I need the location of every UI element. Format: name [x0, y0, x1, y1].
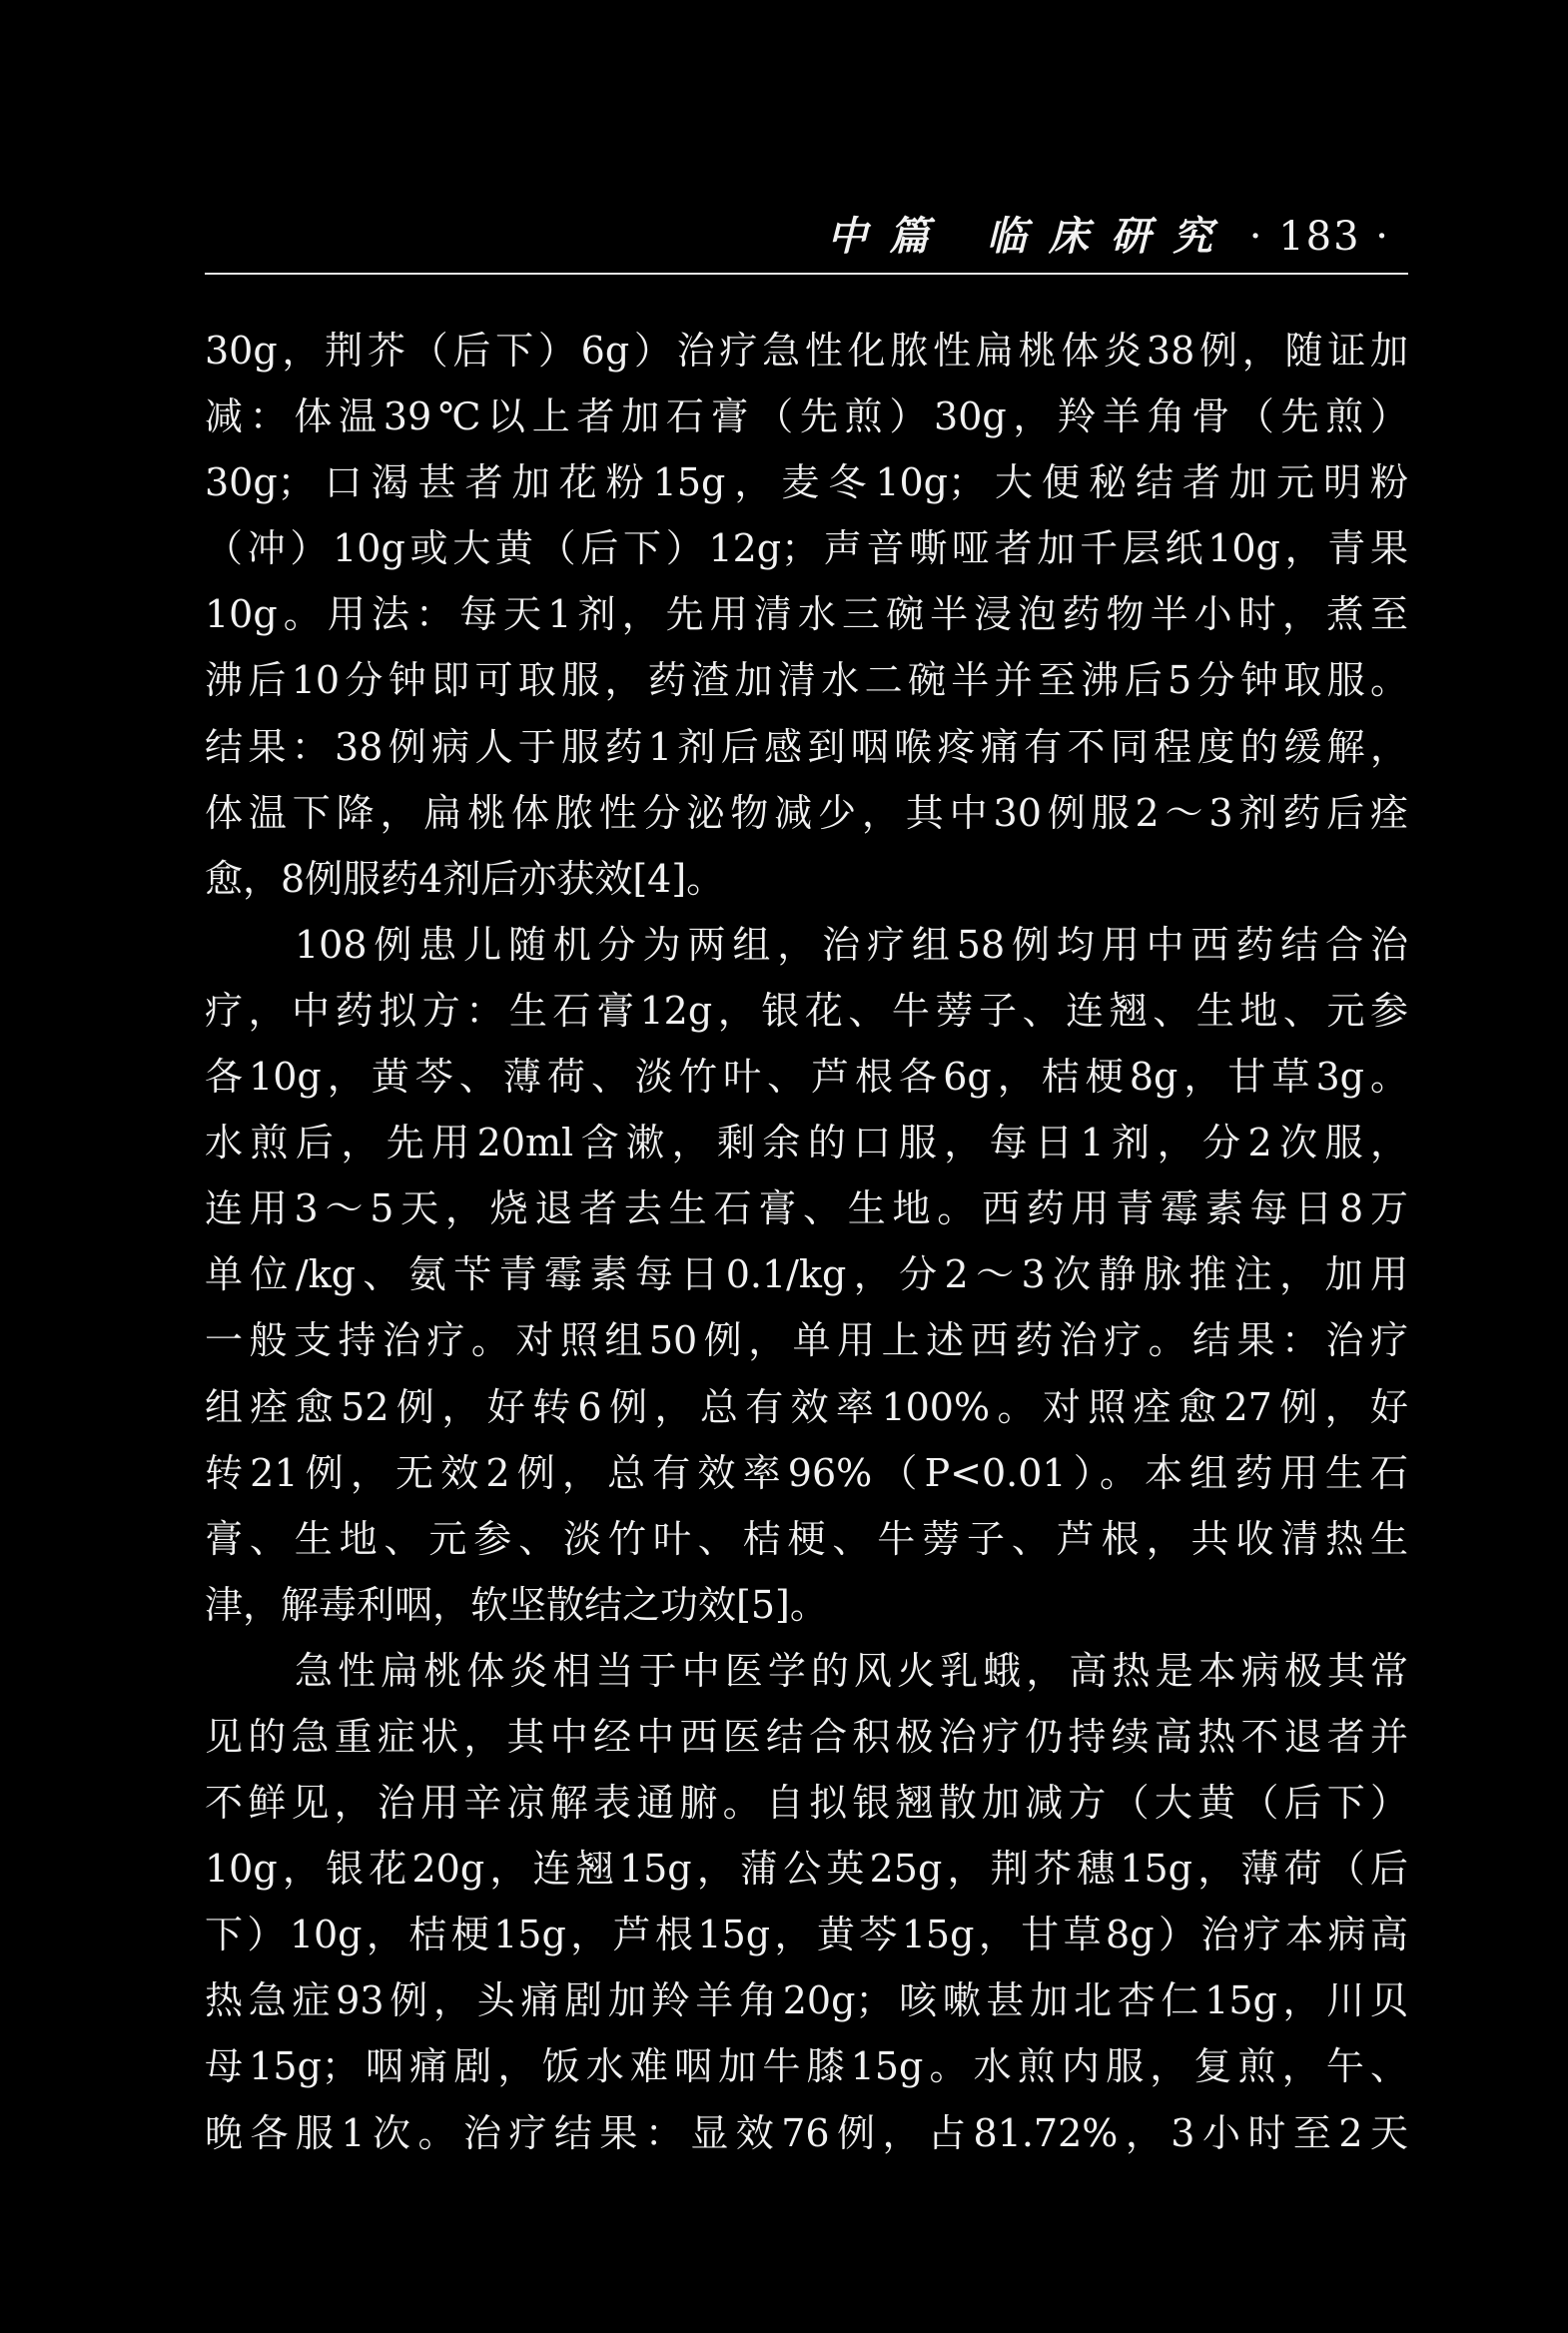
- text-line: 下）10g，桔梗15g，芦根15g，黄芩15g，甘草8g）治疗本病高: [205, 1913, 1408, 1957]
- text-line: 晚各服1次。治疗结果：显效76例，占81.72%，3小时至2天: [205, 2110, 1408, 2155]
- header-text: [827, 207, 1390, 267]
- text-line: 各10g，黄芩、薄荷、淡竹叶、芦根各6g，桔梗8g，甘草3g。: [205, 1055, 1408, 1100]
- text-line: 见的急重症状，其中经中西医结合积极治疗仍持续高热不退者并: [205, 1714, 1408, 1759]
- text-line: 10g。用法：每天1剂，先用清水三碗半浸泡药物半小时，煮至: [205, 592, 1408, 637]
- journal-title: 中篇 临床研究: [827, 213, 1235, 260]
- text-line: 组痊愈52例，好转6例，总有效率100%。对照痊愈27例，好: [205, 1384, 1408, 1429]
- text-line: 不鲜见，治用辛凉解表通腑。自拟银翘散加减方（大黄（后下）: [205, 1781, 1408, 1826]
- text-line: 急性扁桃体炎相当于中医学的风火乳蛾，高热是本病极其常: [295, 1648, 1408, 1693]
- text-line: 30g；口渴甚者加花粉15g，麦冬10g；大便秘结者加元明粉: [205, 460, 1408, 505]
- text-line: （冲）10g或大黄（后下）12g；声音嘶哑者加千层纸10g，青果: [205, 526, 1408, 571]
- text-line: 一般支持治疗。对照组50例，单用上述西药治疗。结果：治疗: [205, 1318, 1408, 1363]
- text-line: 愈，8例服药4剂后亦获效[4]。: [205, 856, 725, 901]
- text-line: 热急症93例，头痛剧加羚羊角20g；咳嗽甚加北杏仁15g，川贝: [205, 1978, 1408, 2023]
- text-line: 连用3～5天，烧退者去生石膏、生地。西药用青霉素每日8万: [205, 1186, 1408, 1231]
- text-line: 30g，荆芥（后下）6g）治疗急性化脓性扁桃体炎38例，随证加: [205, 329, 1408, 373]
- page-number: · 183 ·: [1248, 214, 1390, 260]
- text-line: 108例患儿随机分为两组，治疗组58例均用中西药结合治: [295, 922, 1408, 967]
- text-line: 膏、生地、元参、淡竹叶、桔梗、牛蒡子、芦根，共收清热生: [205, 1516, 1408, 1561]
- text-line: 10g，银花20g，连翘15g，蒲公英25g，荆芥穗15g，薄荷（后: [205, 1847, 1408, 1892]
- text-line: 转21例，无效2例，总有效率96%（P<0.01）。本组药用生石: [205, 1450, 1408, 1495]
- body-text: [205, 318, 1408, 2166]
- text-line: 疗，中药拟方：生石膏12g，银花、牛蒡子、连翘、生地、元参: [205, 988, 1408, 1033]
- text-line: 沸后10分钟即可取服，药渣加清水二碗半并至沸后5分钟取服。: [205, 658, 1408, 703]
- running-header: [205, 205, 1408, 275]
- text-line: 结果：38例病人于服药1剂后感到咽喉疼痛有不同程度的缓解，: [205, 724, 1408, 769]
- text-line: 体温下降，扁桃体脓性分泌物减少，其中30例服2～3剂药后痊: [205, 790, 1408, 835]
- text-line: 母15g；咽痛剧，饭水难咽加牛膝15g。水煎内服，复煎，午、: [205, 2044, 1408, 2089]
- text-line: 津，解毒利咽，软坚散结之功效[5]。: [205, 1582, 828, 1627]
- text-line: 单位/kg、氨苄青霉素每日0.1/kg，分2～3次静脉推注，加用: [205, 1252, 1408, 1297]
- text-line: 减：体温39℃以上者加石膏（先煎）30g，羚羊角骨（先煎）: [205, 394, 1408, 439]
- text-line: 水煎后，先用20ml含漱，剩余的口服，每日1剂，分2次服，: [205, 1121, 1408, 1166]
